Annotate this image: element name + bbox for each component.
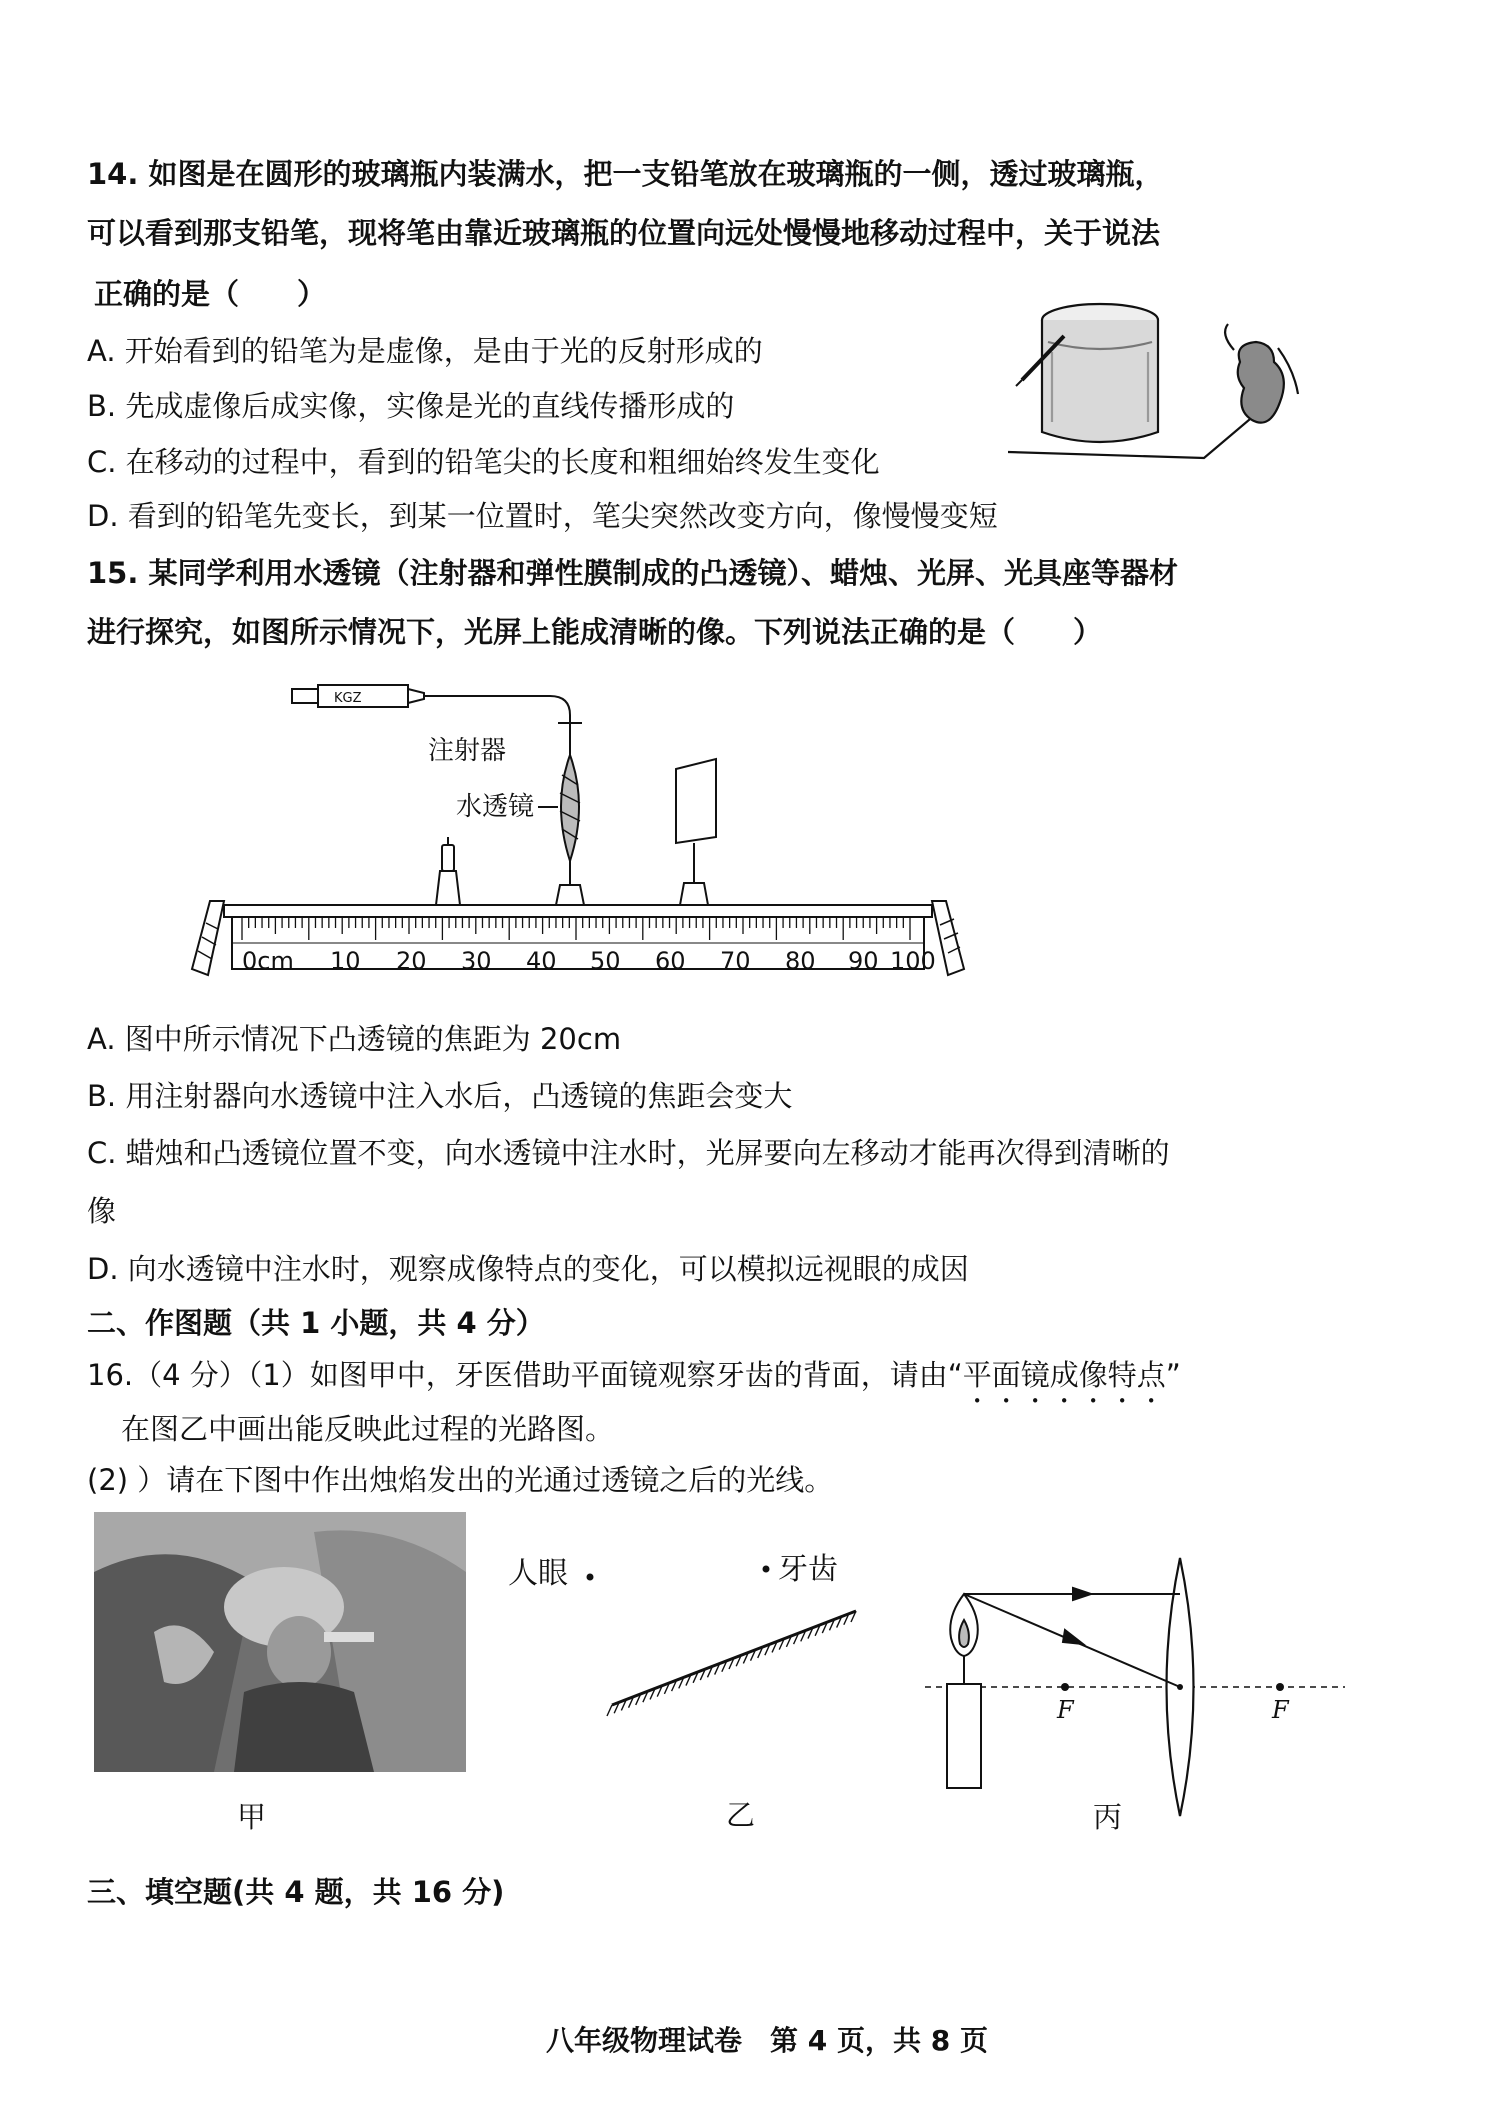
q15-option-c: C. 蜡烛和凸透镜位置不变，向水透镜中注水时，光屏要向左移动才能再次得到清晰的 [87, 1136, 1170, 1170]
figure-jia-photo [94, 1512, 466, 1772]
scale-label-30: 30 [461, 947, 492, 975]
q16-line-3: (2) ）请在下图中作出烛焰发出的光通过透镜之后的光线。 [87, 1463, 834, 1497]
focus-label-right: F [1272, 1696, 1289, 1724]
q15-option-b: B. 用注射器向水透镜中注入水后，凸透镜的焦距会变大 [87, 1079, 793, 1113]
scale-label-20: 20 [396, 947, 427, 975]
q16-line-1 [87, 1358, 1181, 1410]
syringe-label: 注射器 [428, 736, 507, 766]
scale-label-10: 10 [330, 947, 361, 975]
tooth-point [763, 1566, 770, 1573]
focus-label-left: F [1057, 1696, 1074, 1724]
light-screen-icon [676, 759, 716, 905]
candle-icon [947, 1594, 981, 1788]
caption-jia: 甲 [237, 1800, 267, 1834]
eye-point [587, 1574, 594, 1581]
page-footer: 八年级物理试卷 第 4 页，共 8 页 [546, 2024, 988, 2057]
section-2-title: 二、作图题（共 1 小题，共 4 分） [87, 1306, 545, 1340]
q14-stem-line-3: 正确的是（ ） [94, 277, 327, 311]
scale-label-90: 90 [848, 947, 879, 975]
q14-jar-pencil-figure [1008, 292, 1328, 472]
plane-mirror-icon [607, 1611, 856, 1716]
figure-yi-mirror [500, 1545, 880, 1745]
figure-bing-lens [925, 1550, 1345, 1820]
candle-icon [436, 837, 460, 905]
q14-option-d: D. 看到的铅笔先变长，到某一位置时，笔尖突然改变方向，像慢慢变短 [87, 499, 998, 533]
scale-label-80: 80 [785, 947, 816, 975]
caption-yi: 乙 [726, 1798, 756, 1832]
water-lens-icon [556, 755, 584, 905]
q15-stem-line-2: 进行探究，如图所示情况下，光屏上能成清晰的像。下列说法正确的是（ ） [87, 615, 1103, 649]
q16-emphasis-text: 平面镜成像特点 [962, 1358, 1166, 1392]
scale-label-100: 100 [890, 947, 936, 975]
scale-label-0: 0cm [242, 947, 294, 975]
q14-stem-line-1: 14. 如图是在圆形的玻璃瓶内装满水，把一支铅笔放在玻璃瓶的一侧，透过玻璃瓶， [87, 157, 1164, 191]
scale-label-50: 50 [590, 947, 621, 975]
q14-stem-line-2: 可以看到那支铅笔，现将笔由靠近玻璃瓶的位置向远处慢慢地移动过程中，关于说法 [87, 216, 1161, 250]
syringe-marking: KGZ [334, 691, 362, 706]
q15-option-a: A. 图中所示情况下凸透镜的焦距为 20cm [87, 1022, 622, 1056]
incident-rays [964, 1588, 1180, 1687]
q15-optical-bench-figure [188, 675, 968, 985]
q16-line-1-suffix: ” [1165, 1358, 1181, 1392]
lens-center-point [1177, 1684, 1183, 1690]
q15-option-c-continued: 像 [87, 1194, 117, 1228]
focus-point-right [1276, 1683, 1284, 1691]
section-3-title: 三、填空题(共 4 题，共 16 分) [87, 1875, 505, 1909]
caption-bing: 丙 [1093, 1800, 1123, 1834]
eye-label: 人眼 [508, 1556, 568, 1591]
focus-point-left [1061, 1683, 1069, 1691]
q14-option-c: C. 在移动的过程中，看到的铅笔尖的长度和粗细始终发生变化 [87, 445, 880, 479]
scale-label-70: 70 [720, 947, 751, 975]
q14-option-a: A. 开始看到的铅笔为是虚像，是由于光的反射形成的 [87, 334, 763, 368]
q16-line-2: 在图乙中画出能反映此过程的光路图。 [121, 1412, 615, 1446]
water-lens-label: 水透镜 [456, 792, 535, 822]
q16-line-1-prefix: 16.（4 分）（1）如图甲中，牙医借助平面镜观察牙齿的背面，请由“ [87, 1358, 963, 1392]
mirror-hatch-line [607, 1705, 612, 1716]
q15-option-d: D. 向水透镜中注水时，观察成像特点的变化，可以模拟远视眼的成因 [87, 1252, 969, 1286]
scale-label-60: 60 [655, 947, 686, 975]
q14-option-b: B. 先成虚像后成实像，实像是光的直线传播形成的 [87, 389, 735, 423]
scale-label-40: 40 [526, 947, 557, 975]
tooth-label: 牙齿 [778, 1552, 838, 1587]
q15-stem-line-1: 15. 某同学利用水透镜（注射器和弹性膜制成的凸透镜）、蜡烛、光屏、光具座等器材 [87, 556, 1178, 590]
